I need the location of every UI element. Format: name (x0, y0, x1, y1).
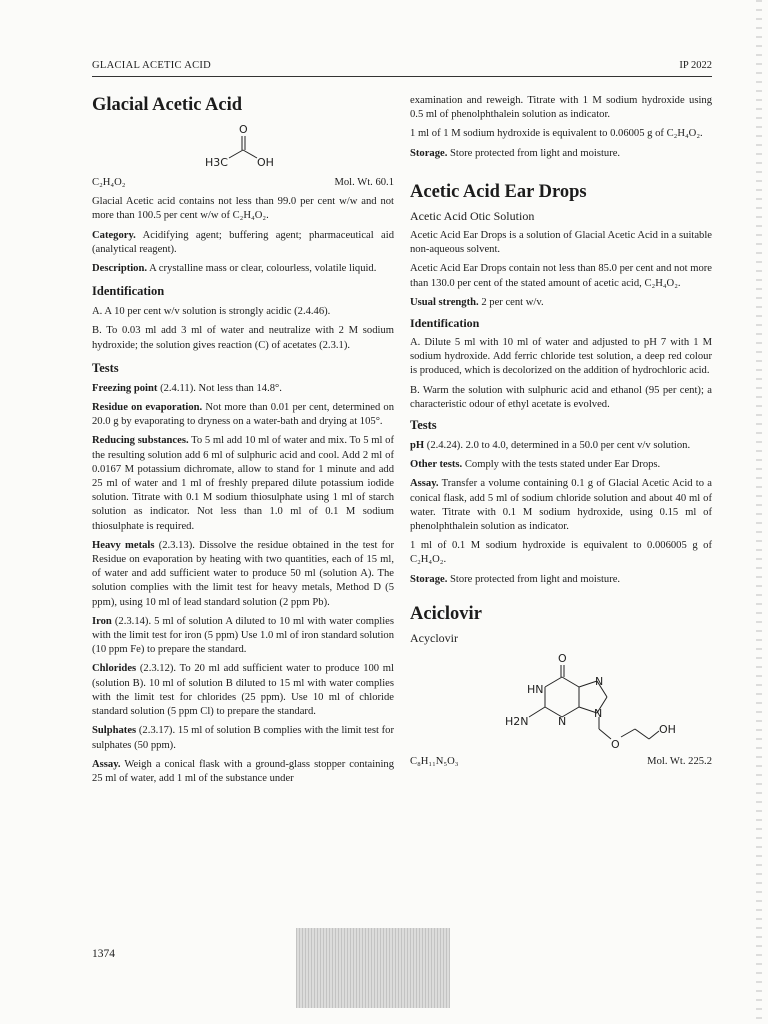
tests-heading: Tests (92, 360, 119, 375)
ear-drops-equivalence: 1 ml of 0.1 M sodium hydroxide is equivalent to 0.006005 g of C₂H₄O₂. (410, 540, 712, 566)
aciclovir-h2n-label: H2N (505, 715, 529, 729)
identification-heading: Identification (92, 284, 165, 299)
chlorides-label: Chlorides (92, 663, 137, 675)
structure-o-label: O (239, 123, 248, 136)
aciclovir-hn-label: HN (527, 683, 544, 697)
page-number: 1374 (92, 948, 115, 960)
aciclovir-molecular-formula: C₈H₁₁N₅O₃ (410, 756, 459, 768)
storage-text: Store protected from light and moisture. (447, 147, 621, 159)
structure-h3c-label: H3C (205, 156, 228, 169)
chlorides-text: (2.3.12). To 20 ml add sufficient water to produce 100 ml (solution B). 10 ml of solution B diluted to 15 ml with water complies with the limit test for chlorides (25 ppm). Use 10 ml of chloride standard solution (5 ppm Cl) to prepare the standard. (92, 663, 394, 718)
header-rule (92, 76, 712, 77)
scan-edge-artifact (756, 0, 762, 1024)
ear-drops-title: Acetic Acid Ear Drops (410, 181, 587, 202)
identification-b: B. To 0.03 ml add 3 ml of water and neutralize with 2 M sodium hydroxide; the solution gives reaction (C) of acetates (2.3.1). (92, 325, 394, 351)
iron-text: (2.3.14). 5 ml of solution A diluted to 10 ml with water complies with the limit test for iron (5 ppm) Use 1.0 ml of iron standard solution (10 ppm Fe) to prepare the standard. (92, 615, 394, 656)
right-column (410, 94, 712, 774)
aciclovir-n-ring-label: N (594, 707, 603, 721)
description-text: A crystalline mass or clear, colourless, volatile liquid. (147, 263, 377, 275)
monograph-title: Glacial Acetic Acid (92, 95, 243, 115)
ear-drops-storage-text: Store protected from light and moisture. (447, 573, 621, 585)
ear-drops-storage (410, 573, 712, 587)
aciclovir-title: Aciclovir (410, 603, 482, 624)
category-text: Acidifying agent; buffering agent; pharmaceutical aid (analytical reagent). (92, 229, 394, 255)
iron-test (92, 615, 394, 658)
reducing-label: Reducing substances. (92, 435, 189, 447)
molecular-formula: C₂H₄O₂ (92, 177, 126, 188)
freezing-point-text: (2.4.11). Not less than 14.8°. (157, 382, 282, 394)
usual-strength-text: 2 per cent w/v. (478, 296, 544, 308)
freezing-point-label: Freezing point (92, 382, 158, 394)
description-paragraph (92, 262, 394, 276)
heavy-metals-label: Heavy metals (92, 539, 155, 551)
residue-text: Not more than 0.01 per cent, determined on 20.0 g by evaporating to dryness on a water-bath and drying at 105°. (92, 402, 395, 428)
ear-drops-assay-label: Assay. (410, 478, 439, 490)
assay-equivalence: 1 ml of 1 M sodium hydroxide is equivalent to 0.06005 g of C₂H₄O₂. (410, 128, 703, 140)
acetic-acid-structure (183, 122, 303, 170)
other-tests-text: Comply with the tests stated under Ear Drops. (462, 459, 661, 471)
identification-a: A. A 10 per cent w/v solution is strongly acidic (2.4.46). (92, 306, 331, 318)
sulphates-label: Sulphates (92, 725, 137, 737)
ph-test (410, 439, 712, 453)
residue-test (92, 401, 394, 429)
ear-drops-content: Acetic Acid Ear Drops contain not less than 85.0 per cent and not more than 130.0 per cent of the stated amount of acetic acid, C₂H₄O₂. (410, 263, 712, 289)
ear-drops-definition: Acetic Acid Ear Drops is a solution of Glacial Acetic Acid in a suitable non-aqueous solvent. (410, 230, 712, 256)
aciclovir-o-label: O (558, 652, 567, 666)
aciclovir-n-mid-label: N (558, 715, 567, 729)
storage-label: Storage. (410, 147, 448, 159)
molecular-weight: Mol. Wt. 60.1 (334, 177, 394, 188)
reducing-substances-test (92, 434, 394, 533)
ph-label: pH (410, 440, 425, 452)
ear-drops-tests-heading: Tests (410, 418, 437, 433)
header-monograph-name: GLACIAL ACETIC ACID (92, 60, 212, 71)
aciclovir-structure (441, 651, 681, 749)
ph-text: (2.4.24). 2.0 to 4.0, determined in a 50.0 per cent v/v solution. (424, 440, 691, 452)
aciclovir-oh-label: OH (659, 723, 676, 737)
ear-drops-identification-b: B. Warm the solution with sulphuric acid and ethanol (95 per cent); a characteristic odour of ethyl acetate is evolved. (410, 384, 712, 410)
chlorides-test (92, 662, 394, 719)
heavy-metals-text: (2.3.13). Dissolve the residue obtained in the test for Residue on evaporation by heating with two quantities, each of 15 ml, of water and add sufficient water to produce 50 ml (solution A). The solution complies with the limit test for heavy metals, Method D (5 ppm), using 10 ml of lead standard solution (2 ppm Pb). (92, 539, 394, 608)
assay-paragraph (92, 758, 394, 786)
assay-text-part1: Weigh a conical flask with a ground-glass stopper containing 25 ml of water, add 1 ml of the substance under (92, 758, 394, 784)
storage-paragraph (410, 147, 712, 161)
ear-drops-identification-a: A. Dilute 5 ml with 10 ml of water and adjusted to pH 7 with 1 M sodium hydroxide. Add ferric chloride test solution, a deep red colour is produced, which is decolorized on the addition of hydrochloric acid. (410, 337, 712, 377)
ear-drops-identification-heading: Identification (410, 316, 480, 331)
ear-drops-subtitle: Acetic Acid Otic Solution (410, 208, 535, 223)
assay-continuation: examination and reweigh. Titrate with 1 M sodium hydroxide using 0.5 ml of phenolphthalein solution as indicator. (410, 95, 712, 121)
aciclovir-o-chain-label: O (611, 738, 620, 750)
left-column (92, 94, 394, 791)
freezing-point-test (92, 382, 394, 396)
category-paragraph (92, 229, 394, 257)
running-header (92, 58, 712, 80)
iron-label: Iron (92, 615, 112, 627)
content-statement: Glacial Acetic acid contains not less than 99.0 per cent w/w and not more than 100.5 per cent w/w of C₂H₄O₂. (92, 196, 394, 222)
usual-strength (410, 296, 712, 310)
reducing-text: To 5 ml add 10 ml of water and mix. To 5 ml of the resulting solution add 6 ml of sulphuric acid and cool. Add 2 ml of 0.0167 M potassium dichromate, allow to stand for 1 minute and add 25 ml of water and 1 ml of freshly prepared dilute potassium iodide solution. Titrate with 0.1 M sodium thiosulphate using 1 ml of starch solution as indicator. Not less than 1.0 ml of 0.1 M sodium thiosulphate is required. (92, 435, 395, 532)
other-tests (410, 458, 712, 472)
residue-label: Residue on evaporation. (92, 402, 203, 414)
ear-drops-assay-text: Transfer a volume containing 0.1 g of Glacial Acetic Acid to a conical flask, add 5 ml of sodium chloride solution and about 40 ml of water. Titrate with 0.1 M sodium hydroxide, using 0.15 ml of phenolphthalein solution as indicator. (410, 478, 712, 533)
category-label: Category. (92, 229, 136, 241)
sulphates-test (92, 724, 394, 752)
assay-label: Assay. (92, 758, 121, 770)
aciclovir-formula-row (410, 755, 712, 769)
ear-drops-assay (410, 477, 712, 534)
aciclovir-molecular-weight: Mol. Wt. 225.2 (647, 756, 712, 768)
usual-strength-label: Usual strength. (410, 296, 479, 308)
ear-drops-storage-label: Storage. (410, 573, 448, 585)
formula-row (92, 176, 394, 190)
sulphates-text: (2.3.17). 15 ml of solution B complies with the limit test for sulphates (50 ppm). (92, 725, 394, 751)
aciclovir-n-top-label: N (595, 675, 604, 689)
aciclovir-subtitle: Acyclovir (410, 630, 458, 645)
description-label: Description. (92, 263, 148, 275)
scan-artifact (296, 928, 450, 1008)
header-edition: IP 2022 (679, 60, 712, 71)
other-tests-label: Other tests. (410, 459, 463, 471)
heavy-metals-test (92, 539, 394, 610)
structure-oh-label: OH (257, 156, 274, 169)
